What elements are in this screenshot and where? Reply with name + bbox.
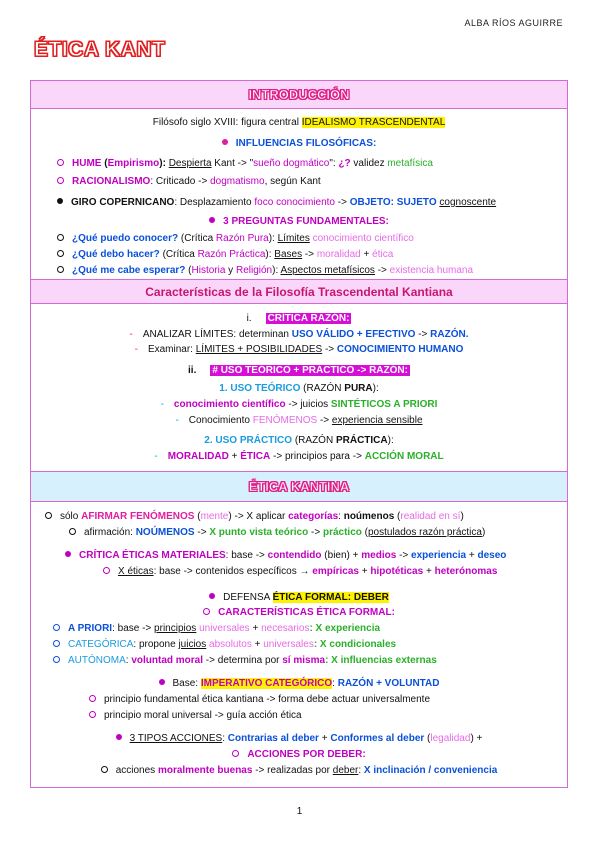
uso-heading — [31, 364, 567, 377]
text: Empirismo — [107, 158, 160, 169]
text: Kant -> " — [211, 158, 254, 169]
text: ": — [329, 158, 339, 169]
circle-bullet-icon — [103, 567, 110, 574]
text: (RAZÓN — [300, 383, 345, 394]
text: -> — [302, 249, 317, 260]
text: -> — [415, 329, 431, 340]
text: AFIRMAR FENÓMENOS — [81, 511, 195, 522]
circle-bullet-icon — [69, 528, 76, 535]
text: ): — [159, 158, 169, 169]
text: INFLUENCIAS FILOSÓFICAS: — [235, 138, 377, 149]
text: metafísica — [387, 158, 433, 169]
text: ) — [481, 527, 486, 538]
text: 1. USO TEÓRICO — [219, 383, 301, 394]
text: : Criticado -> — [150, 176, 211, 187]
circle-bullet-icon — [53, 624, 60, 631]
uso-practico — [31, 434, 567, 447]
circle-bullet-icon — [232, 750, 239, 757]
text: ÉTICA — [240, 451, 271, 462]
text: conocimiento científico — [309, 233, 414, 244]
text: hipotéticas — [370, 566, 424, 577]
page-number: 1 — [296, 806, 303, 817]
text: CRÍTICA RAZÓN: — [267, 313, 350, 324]
bullet-icon — [159, 679, 165, 685]
circle-bullet-icon — [101, 766, 108, 773]
text: cognoscente — [439, 197, 497, 208]
text: -> — [322, 344, 337, 355]
examinar-line — [31, 343, 567, 356]
acciones-line — [31, 764, 567, 777]
text: ) -> X aplicar — [228, 511, 289, 522]
dash-bullet-icon: - — [154, 451, 158, 462]
text: 3 PREGUNTAS FUNDAMENTALES: — [223, 216, 389, 227]
bullet-icon — [222, 139, 228, 145]
text: : — [358, 765, 364, 776]
characteristics-header: Características de la Filosofía Trascendental Kantiana — [31, 280, 567, 304]
text: acciones — [115, 765, 158, 776]
bullet-icon — [209, 217, 215, 223]
text: # USO TEÓRICO + PRÁCTICO -> RAZÓN: — [212, 365, 408, 376]
text: Religión — [235, 265, 273, 276]
text: empíricas — [312, 566, 359, 577]
text: Razón Pura — [215, 233, 269, 244]
text: ( — [101, 158, 108, 169]
text: HUME — [72, 158, 102, 169]
text: ¿? — [338, 158, 351, 169]
giro-line — [57, 196, 496, 209]
text: X éticas — [118, 566, 154, 577]
text: mente — [200, 511, 229, 522]
intro-header-text: INTRODUCCIÓN — [248, 87, 350, 102]
question-1 — [57, 232, 414, 245]
text: : propone — [133, 639, 179, 650]
circle-bullet-icon — [57, 266, 64, 273]
text: : X condicionales — [313, 639, 397, 650]
text: PRÁCTICA — [335, 435, 388, 446]
tipos-acciones-line — [31, 732, 567, 745]
text: contendido — [267, 550, 322, 561]
afirmar-line — [45, 510, 464, 523]
conocimiento-cientifico-line — [31, 398, 567, 411]
dash-bullet-icon: - — [129, 329, 133, 340]
categorica-line — [53, 638, 396, 651]
fenomenos-line — [31, 414, 567, 427]
text: ): — [272, 265, 281, 276]
text: CATEGÓRICA — [68, 639, 134, 650]
text: Despierta — [168, 158, 212, 169]
text: PURA — [344, 383, 373, 394]
text: Límites — [277, 233, 310, 244]
text: 2. USO PRÁCTICO — [204, 435, 293, 446]
principio-moral-line — [89, 709, 302, 722]
text: (Crítica — [178, 233, 216, 244]
text: -> — [374, 265, 390, 276]
text: -> realizadas por — [252, 765, 333, 776]
text: Contrarias al deber — [227, 733, 319, 744]
text: moralidad — [316, 249, 361, 260]
text: MORALIDAD — [167, 451, 229, 462]
text: Aspectos metafísicos — [280, 265, 375, 276]
text: principios — [154, 623, 197, 634]
text: ÉTICA FORMAL: DEBER — [272, 592, 389, 603]
circle-bullet-icon — [89, 711, 96, 718]
text: -> — [308, 527, 323, 538]
text: GIRO COPERNICANO — [71, 197, 175, 208]
critica-razon-heading — [31, 312, 567, 325]
autonoma-line — [53, 654, 437, 667]
text: ¿Qué debo hacer? — [72, 249, 160, 260]
text: Filósofo siglo XVIII: figura central — [152, 117, 302, 128]
intro-line-1 — [31, 116, 567, 129]
text: A PRIORI — [68, 623, 113, 634]
text: NOÚMENOS — [135, 527, 195, 538]
text: validez — [350, 158, 388, 169]
text: CONOCIMIENTO HUMANO — [336, 344, 464, 355]
text: conocimiento científico — [173, 399, 286, 410]
dash-bullet-icon: - — [175, 415, 179, 426]
criticas-materiales-line — [65, 549, 506, 562]
bullet-icon — [116, 734, 122, 740]
influences-heading — [31, 137, 567, 150]
text: ): — [387, 435, 394, 446]
text: deber — [332, 765, 359, 776]
text: moralmente buenas — [157, 765, 253, 776]
text: y — [225, 265, 236, 276]
base-imperativo-line — [31, 677, 567, 690]
text: : X experiencia — [309, 623, 381, 634]
text: ética — [372, 249, 394, 260]
text: : determinan — [233, 329, 292, 340]
text: Razón Práctica — [197, 249, 266, 260]
etica-header-text: ÉTICA KANTINA — [248, 479, 350, 494]
text: : — [338, 511, 344, 522]
text: ( — [361, 527, 368, 538]
page-title: ÉTICA KANT — [34, 38, 166, 61]
text: -> — [194, 527, 210, 538]
text: RAZÓN. — [430, 329, 469, 340]
text: necesarios — [261, 623, 310, 634]
a-priori-line — [53, 622, 380, 635]
text: ANALIZAR LÍMITES — [142, 329, 234, 340]
circle-bullet-icon — [89, 695, 96, 702]
text: X punto vista teórico — [209, 527, 309, 538]
text: -> — [396, 550, 412, 561]
text: + — [318, 733, 331, 744]
questions-heading — [31, 215, 567, 228]
text: ( — [424, 733, 431, 744]
text: : Desplazamiento — [174, 197, 255, 208]
text: principio moral universal -> guía acción ética — [104, 710, 302, 721]
circle-bullet-icon — [57, 250, 64, 257]
dash-bullet-icon: - — [134, 344, 138, 355]
text: realidad en sí — [400, 511, 461, 522]
intro-header — [31, 81, 567, 109]
text: + — [251, 639, 264, 650]
etica-section — [30, 472, 568, 788]
caracteristicas-etica-heading — [31, 606, 567, 619]
bullet-icon — [209, 593, 215, 599]
bullet-icon — [57, 198, 63, 204]
text: , según Kant — [264, 176, 321, 187]
text: ): — [268, 233, 278, 244]
text: afirmación: — [84, 527, 136, 538]
text: medios — [361, 550, 397, 561]
text: : base -> — [225, 550, 268, 561]
text: LÍMITES + POSIBILIDADES — [195, 344, 323, 355]
principio-fundamental-line — [89, 693, 430, 706]
text: ( — [394, 511, 401, 522]
text: Base: — [172, 678, 201, 689]
question-3 — [57, 264, 473, 277]
text: ¿Qué me cabe esperar? — [72, 265, 186, 276]
text: noúmenos — [343, 511, 395, 522]
text: SINTÉTICOS A PRIORI — [330, 399, 438, 410]
text: -> — [335, 197, 350, 208]
text: Historia — [191, 265, 226, 276]
text: X inclinación / conveniencia — [363, 765, 498, 776]
text: (RAZÓN — [292, 435, 336, 446]
circle-bullet-icon — [57, 159, 64, 166]
text: (Crítica — [159, 249, 198, 260]
noumenos-line — [69, 526, 485, 539]
text: 3 TIPOS ACCIONES — [129, 733, 223, 744]
text: i. — [246, 313, 252, 324]
text: deseo — [477, 550, 507, 561]
text: -> determina por — [203, 655, 283, 666]
text: : — [222, 733, 228, 744]
etica-header — [31, 472, 567, 502]
author-name: ALBA RÍOS AGUIRRE — [464, 18, 563, 28]
text: CARACTERÍSTICAS ÉTICA FORMAL: — [218, 607, 395, 618]
text: legalidad — [430, 733, 471, 744]
text: heterónomas — [434, 566, 498, 577]
text: ): — [372, 383, 379, 394]
text: ( — [185, 265, 192, 276]
text: RACIONALISMO — [72, 176, 151, 187]
dash-bullet-icon: - — [160, 399, 164, 410]
text: foco conocimiento — [254, 197, 335, 208]
text: juicios — [178, 639, 207, 650]
text: RAZÓN + VOLUNTAD — [337, 678, 440, 689]
text: USO VÁLIDO + EFECTIVO — [291, 329, 416, 340]
text: : X influencias externas — [325, 655, 437, 666]
text: + — [358, 566, 371, 577]
text: CRÍTICA ÉTICAS MATERIALES — [79, 550, 226, 561]
text: -> — [317, 415, 332, 426]
bullet-icon — [65, 551, 71, 557]
text: : base -> contenidos específicos → — [153, 566, 313, 577]
text: : — [332, 678, 338, 689]
text: ACCIÓN MORAL — [364, 451, 444, 462]
question-2 — [57, 248, 393, 261]
acciones-por-deber-heading — [31, 748, 567, 761]
text: postulados razón práctica — [367, 527, 482, 538]
text: (bien) + — [321, 550, 362, 561]
uso-teorico — [31, 382, 567, 395]
characteristics-section — [30, 280, 568, 472]
circle-bullet-icon — [53, 656, 60, 663]
text: ACCIONES POR DEBER: — [247, 749, 366, 760]
text: ( — [194, 511, 201, 522]
text: + — [228, 451, 241, 462]
text: -> principios para -> — [270, 451, 365, 462]
text: : — [125, 655, 132, 666]
text: universales — [199, 623, 250, 634]
text: sólo — [60, 511, 82, 522]
text: -> juicios — [285, 399, 331, 410]
moralidad-line — [31, 450, 567, 463]
text: + — [466, 550, 478, 561]
text: sueño dogmático — [253, 158, 330, 169]
text: dogmatismo — [210, 176, 265, 187]
text: absolutos — [209, 639, 252, 650]
text: + — [249, 623, 262, 634]
racionalismo-line — [57, 175, 321, 188]
circle-bullet-icon — [203, 608, 210, 615]
text: sí misma — [282, 655, 326, 666]
text: Conocimiento — [188, 415, 253, 426]
text: DEFENSA — [223, 592, 273, 603]
text: ) — [460, 511, 464, 522]
text: : base -> — [112, 623, 155, 634]
circle-bullet-icon — [53, 640, 60, 647]
text: experiencia sensible — [331, 415, 423, 426]
text: ) + — [470, 733, 483, 744]
text: Conformes al deber — [330, 733, 425, 744]
circle-bullet-icon — [45, 512, 52, 519]
text: principio fundamental ética kantiana -> forma debe actuar universalmente — [104, 694, 431, 705]
text: categorías — [288, 511, 339, 522]
analizar-line — [31, 328, 567, 341]
text: experiencia — [411, 550, 467, 561]
text: AUTÓNOMA — [68, 655, 126, 666]
text: + — [360, 249, 373, 260]
text: FENÓMENOS — [252, 415, 318, 426]
text: Bases — [274, 249, 303, 260]
text: IMPERATIVO CATEGÓRICO — [200, 678, 333, 689]
hume-line — [57, 157, 433, 170]
text: OBJETO: SUJETO — [349, 197, 437, 208]
intro-section — [30, 80, 568, 280]
text: existencia humana — [389, 265, 474, 276]
text: voluntad moral — [131, 655, 204, 666]
text: + — [423, 566, 435, 577]
circle-bullet-icon — [57, 177, 64, 184]
circle-bullet-icon — [57, 234, 64, 241]
text: ii. — [188, 365, 197, 376]
text: ¿Qué puedo conocer? — [72, 233, 179, 244]
highlight: IDEALISMO TRASCENDENTAL — [301, 117, 446, 128]
text: ): — [265, 249, 275, 260]
defensa-line — [31, 591, 567, 604]
text: Examinar: — [147, 344, 196, 355]
x-eticas-line — [103, 565, 497, 578]
text: práctico — [322, 527, 362, 538]
text: universales — [263, 639, 314, 650]
